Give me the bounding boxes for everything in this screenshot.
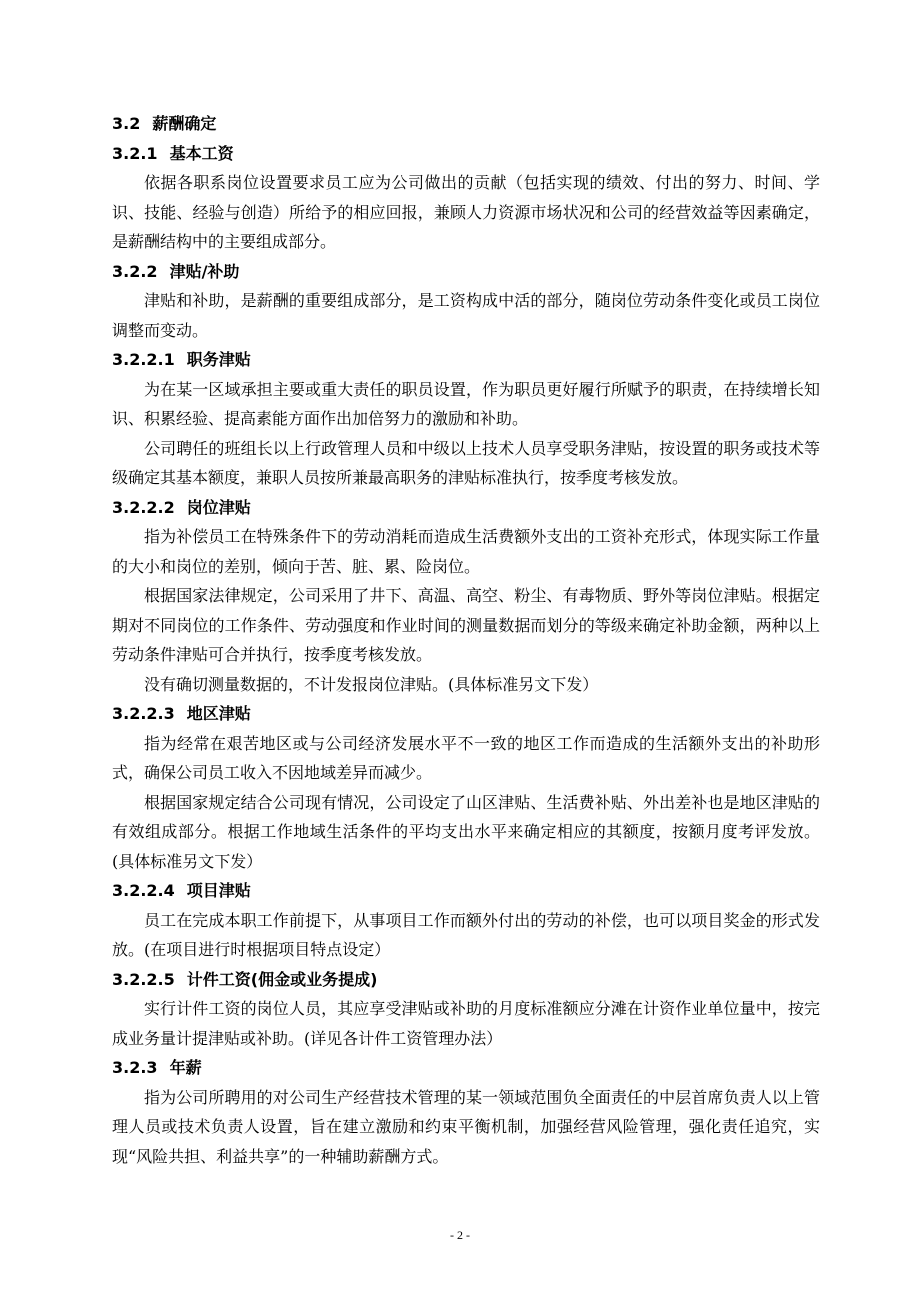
section-number: 3.2.1 [112,143,158,163]
body-paragraph: 根据国家法律规定，公司采用了井下、高温、高空、粉尘、有毒物质、野外等岗位津贴。根据定期对不同岗位的工作条件、劳动强度和作业时间的测量数据而划分的等级来确定补助金额，两种以上劳动条件津贴可合并执行，按季度考核发放。 [112,586,820,664]
section-heading [112,345,820,375]
section-title: 职务津贴 [186,350,251,369]
body-paragraph: 公司聘任的班组长以上行政管理人员和中级以上技术人员享受职务津贴，按设置的职务或技术等级确定其基本额度，兼职人员按所兼最高职务的津贴标准执行，按季度考核发放。 [112,438,820,487]
body-paragraph: 依据各职系岗位设置要求员工应为公司做出的贡献（包括实现的绩效、付出的努力、时间、学识、技能、经验与创造）所给予的相应回报，兼顾人力资源市场状况和公司的经营效益等因素确定，是薪酬结构中的主要组成部分。 [112,173,820,251]
body-paragraph: 津贴和补助，是薪酬的重要组成部分，是工资构成中活的部分，随岗位劳动条件变化或员工岗位调整而变动。 [112,291,820,340]
body-paragraph: 员工在完成本职工作前提下，从事项目工作而额外付出的劳动的补偿，也可以项目奖金的形式发放。(在项目进行时根据项目特点设定） [112,910,820,959]
section-number: 3.2.2.3 [112,704,175,723]
section-title: 计件工资(佣金或业务提成) [186,969,378,989]
section-heading [112,493,820,523]
section-number: 3.2.2.1 [112,350,175,369]
section-number: 3.2.2.5 [112,969,175,989]
section-title: 项目津贴 [186,881,251,900]
body-paragraph: 为在某一区域承担主要或重大责任的职员设置，作为职员更好履行所赋予的职责，在持续增长知识、积累经验、提高素能方面作出加倍努力的激励和补助。 [112,379,820,428]
body-paragraph: 没有确切测量数据的，不计发报岗位津贴。(具体标准另文下发） [144,674,599,694]
section-title: 薪酬确定 [152,114,217,133]
body-paragraph: 指为公司所聘用的对公司生产经营技术管理的某一领域范围负全面责任的中层首席负责人以上管理人员或技术负责人设置，旨在建立激励和约束平衡机制，加强经营风险管理，强化责任追究，实现“风险共担、利益共享”的一种辅助薪酬方式。 [112,1087,820,1166]
section-number: 3.2.2 [112,261,158,281]
section-heading [112,139,820,169]
section-title: 岗位津贴 [186,497,251,517]
section-number: 3.2 [112,114,141,133]
section-title: 基本工资 [169,143,234,163]
section-title: 年薪 [169,1058,202,1077]
document-body [112,109,820,1171]
section-title: 津贴/补助 [169,261,240,281]
section-heading [112,876,820,906]
section-number: 3.2.3 [112,1058,158,1077]
section-heading [112,257,820,287]
body-paragraph: 根据国家规定结合公司现有情况，公司设定了山区津贴、生活费补贴、外出差补也是地区津贴的有效组成部分。根据工作地域生活条件的平均支出水平来确定相应的其额度，按额月度考评发放。(具体标准另文下发） [112,792,820,871]
body-paragraph: 指为补偿员工在特殊条件下的劳动消耗而造成生活费额外支出的工资补充形式，体现实际工作量的大小和岗位的差别，倾向于苦、脏、累、险岗位。 [112,527,820,576]
section-heading [112,965,820,995]
page-number: - 2 - [450,1228,470,1242]
section-heading [112,109,820,139]
section-heading [112,1053,820,1083]
section-heading [112,699,820,729]
section-title: 地区津贴 [186,704,251,723]
section-number: 3.2.2.2 [112,497,175,517]
section-number: 3.2.2.4 [112,881,175,900]
body-paragraph: 实行计件工资的岗位人员，其应享受津贴或补助的月度标准额应分滩在计资作业单位量中，按完成业务量计提津贴或补助。(详见各计件工资管理办法） [112,999,820,1048]
body-paragraph: 指为经常在艰苦地区或与公司经济发展水平不一致的地区工作而造成的生活额外支出的补助形式，确保公司员工收入不因地域差异而减少。 [112,733,820,782]
